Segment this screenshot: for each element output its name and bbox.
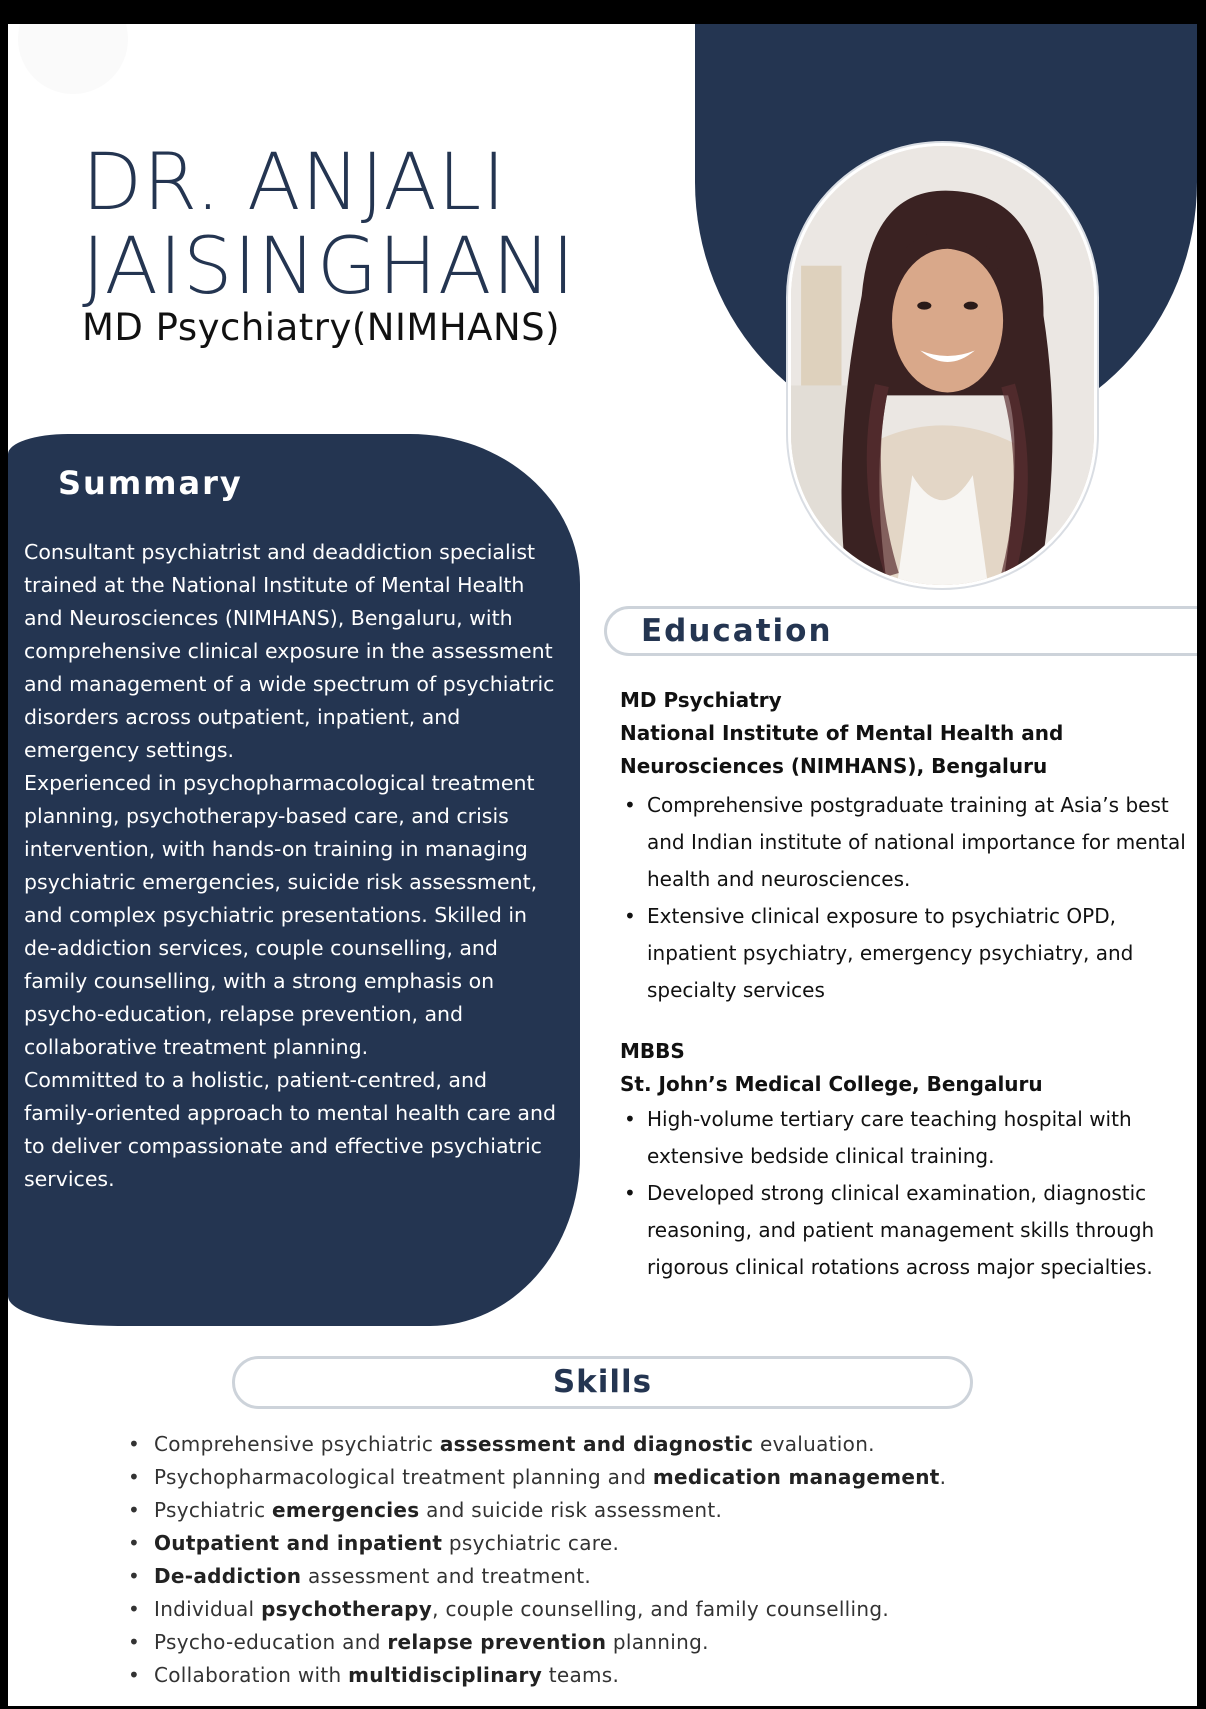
degree-subtitle: MD Psychiatry(NIMHANS) bbox=[82, 306, 561, 349]
skill-text: , couple counselling, and family counselling. bbox=[432, 1597, 890, 1621]
summary-text: Consultant psychiatrist and deaddiction specialist trained at the National Institute of Mental Health and Neurosciences (NIMHANS), Bengaluru, with comprehensive clinical exposure in the assessment and management of a wide spectrum of psychiatric disorders across outpatient, inpatient, and emergency settings. Experienced in psychopharmacological treatment planning, psychotherapy-based care, and crisis intervention, with hands-on training in managing psychiatric emergencies, suicide risk assessment, and complex psychiatric presentations. Skilled in de-addiction services, couple counselling, and family counselling, with a strong emphasis on psycho-education, relapse prevention, and collaborative treatment planning. Committed to a holistic, patient-centred, and family-oriented approach to mental health care and to deliver compassionate and effective psychiatric services. bbox=[24, 540, 556, 1191]
skills-list bbox=[126, 1428, 1186, 1692]
skill-item bbox=[126, 1560, 1186, 1593]
education-institution: St. John’s Medical College, Bengaluru bbox=[620, 1072, 1043, 1096]
skill-item bbox=[126, 1461, 1186, 1494]
education-bullet bbox=[620, 787, 1197, 898]
skill-text: Individual bbox=[154, 1597, 262, 1621]
profile-photo bbox=[791, 146, 1094, 585]
education-bullet bbox=[620, 898, 1197, 1009]
bullet-icon: • bbox=[128, 1432, 141, 1456]
education-heading: Education bbox=[641, 613, 833, 649]
bullet-icon: • bbox=[128, 1597, 141, 1621]
doctor-name bbox=[82, 138, 576, 312]
bullet-icon: • bbox=[624, 1181, 636, 1205]
education-bullets bbox=[620, 1101, 1197, 1286]
skill-text: assessment and treatment. bbox=[301, 1564, 592, 1588]
name-line-1: DR. ANJALI bbox=[82, 138, 507, 228]
skill-text: Comprehensive psychiatric bbox=[154, 1432, 440, 1456]
skill-highlight: psychotherapy bbox=[261, 1597, 433, 1621]
skill-item bbox=[126, 1659, 1186, 1692]
education-entry-md bbox=[620, 684, 1197, 1009]
skill-text: Psycho-education and bbox=[154, 1630, 388, 1654]
education-degree: MD Psychiatry bbox=[620, 688, 782, 712]
skill-highlight: relapse prevention bbox=[387, 1630, 607, 1654]
education-institution: National Institute of Mental Health and Neurosciences (NIMHANS), Bengaluru bbox=[620, 721, 1064, 778]
education-bullet bbox=[620, 1101, 1197, 1175]
skill-text: Psychiatric bbox=[154, 1498, 273, 1522]
portrait-illustration bbox=[791, 146, 1094, 585]
education-entry-mbbs bbox=[620, 1035, 1197, 1286]
bullet-text: Comprehensive postgraduate training at Asia’s best and Indian institute of national importance for mental health and neurosciences. bbox=[647, 793, 1186, 891]
skill-item bbox=[126, 1527, 1186, 1560]
decorative-blob bbox=[18, 24, 128, 94]
resume-page bbox=[8, 24, 1197, 1709]
summary-heading: Summary bbox=[58, 464, 243, 502]
skill-text: evaluation. bbox=[753, 1432, 875, 1456]
education-bullet bbox=[620, 1175, 1197, 1286]
name-line-2: JAISINGHANI bbox=[82, 222, 576, 312]
skills-heading: Skills bbox=[552, 1364, 653, 1400]
bullet-text: Extensive clinical exposure to psychiatric OPD, inpatient psychiatry, emergency psychiatry, and specialty services bbox=[647, 904, 1134, 1002]
skill-item bbox=[126, 1428, 1186, 1461]
skill-item bbox=[126, 1626, 1186, 1659]
skill-highlight: De-addiction bbox=[154, 1564, 302, 1588]
bullet-icon: • bbox=[624, 1107, 636, 1131]
bullet-icon: • bbox=[128, 1498, 141, 1522]
bullet-icon: • bbox=[624, 904, 636, 928]
profile-photo-frame bbox=[786, 141, 1099, 590]
skill-text: planning. bbox=[606, 1630, 709, 1654]
skill-text: Psychopharmacological treatment planning and bbox=[154, 1465, 653, 1489]
bullet-icon: • bbox=[128, 1564, 141, 1588]
skill-highlight: medication management bbox=[652, 1465, 940, 1489]
bullet-icon: • bbox=[624, 793, 636, 817]
education-heading-pill bbox=[604, 606, 1197, 656]
skill-highlight: assessment and diagnostic bbox=[439, 1432, 754, 1456]
bullet-icon: • bbox=[128, 1465, 141, 1489]
education-degree: MBBS bbox=[620, 1039, 685, 1063]
skill-text: Collaboration with bbox=[154, 1663, 349, 1687]
education-bullets bbox=[620, 787, 1197, 1009]
skill-highlight: multidisciplinary bbox=[348, 1663, 543, 1687]
skills-heading-pill bbox=[232, 1356, 973, 1409]
education-section bbox=[620, 684, 1197, 1302]
bullet-icon: • bbox=[128, 1630, 141, 1654]
skill-item bbox=[126, 1593, 1186, 1626]
skill-text: . bbox=[939, 1465, 947, 1489]
skill-highlight: Outpatient and inpatient bbox=[154, 1531, 443, 1555]
bullet-icon: • bbox=[128, 1663, 141, 1687]
summary-section bbox=[8, 434, 580, 1326]
skill-text: teams. bbox=[542, 1663, 620, 1687]
skill-text: and suicide risk assessment. bbox=[419, 1498, 723, 1522]
bullet-text: Developed strong clinical examination, diagnostic reasoning, and patient management skills through rigorous clinical rotations across major specialties. bbox=[647, 1181, 1155, 1279]
bullet-icon: • bbox=[128, 1531, 141, 1555]
skill-item bbox=[126, 1494, 1186, 1527]
skill-highlight: emergencies bbox=[272, 1498, 420, 1522]
bullet-text: High-volume tertiary care teaching hospital with extensive bedside clinical training. bbox=[647, 1107, 1132, 1168]
skill-text: psychiatric care. bbox=[442, 1531, 620, 1555]
